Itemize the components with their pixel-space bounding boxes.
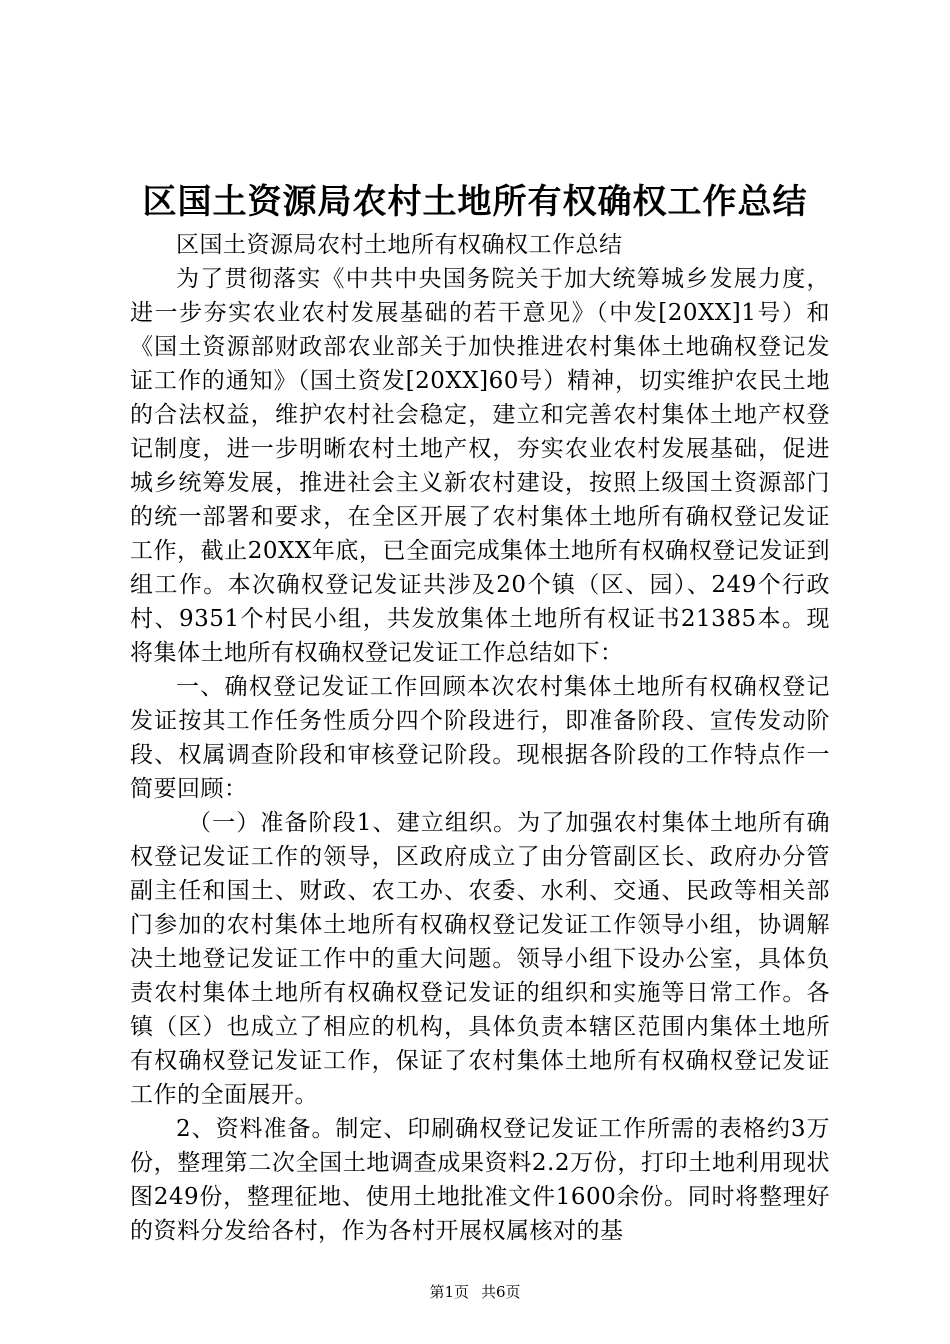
page-total: 共6页 <box>481 1283 521 1301</box>
paragraph-section-one: 一、确权登记发证工作回顾本次农村集体土地所有权确权登记发证按其工作任务性质分四个阶段进行，即准备阶段、宣传发动阶段、权属调查阶段和审核登记阶段。现根据各阶段的工作特点作一简要回顾： <box>130 674 830 802</box>
paragraph-material-preparation: 2、资料准备。制定、印刷确权登记发证工作所需的表格约3万份，整理第二次全国土地调查成果资料2.2万份，打印土地利用现状图249份，整理征地、使用土地批准文件1600余份。同时将整理好的资料分发给各村，作为各村开展权属核对的基 <box>130 1116 830 1244</box>
paragraph-intro: 为了贯彻落实《中共中央国务院关于加大统筹城乡发展力度，进一步夯实农业农村发展基础的若干意见》（中发[20XX]1号）和《国土资源部财政部农业部关于加快推进农村集体土地确权登记发证工作的通知》（国土资发[20XX]60号）精神，切实维护农民土地的合法权益，维护农村社会稳定，建立和完善农村集体土地产权登记制度，进一步明晰农村土地产权，夯实农业农村发展基础，促进城乡统筹发展，推进社会主义新农村建设，按照上级国土资源部门的统一部署和要求，在全区开展了农村集体土地所有确权登记发证工作，截止20XX年底，已全面完成集体土地所有权确权登记发证到组工作。本次确权登记发证共涉及20个镇（区、园）、249个行政村、9351个村民小组，共发放集体土地所有权证书21385本。现将集体土地所有权确权登记发证工作总结如下： <box>130 266 830 666</box>
page-number: 第1页 <box>429 1283 469 1301</box>
document-title: 区国土资源局农村土地所有权确权工作总结 <box>142 182 808 222</box>
paragraph-preparation-stage: （一）准备阶段1、建立组织。为了加强农村集体土地所有确权登记发证工作的领导，区政府成立了由分管副区长、政府办分管副主任和国土、财政、农工办、农委、水利、交通、民政等相关部门参加的农村集体土地所有权确权登记发证工作领导小组，协调解决土地登记发证工作中的重大问题。领导小组下设办公室，具体负责农村集体土地所有权确权登记发证的组织和实施等日常工作。各镇（区）也成立了相应的机构，具体负责本辖区范围内集体土地所有权确权登记发证工作，保证了农村集体土地所有权确权登记发证工作的全面展开。 <box>130 810 830 1108</box>
document-body <box>130 228 830 1248</box>
paragraph-subtitle: 区国土资源局农村土地所有权确权工作总结 <box>176 232 623 258</box>
page-footer <box>0 1282 950 1302</box>
